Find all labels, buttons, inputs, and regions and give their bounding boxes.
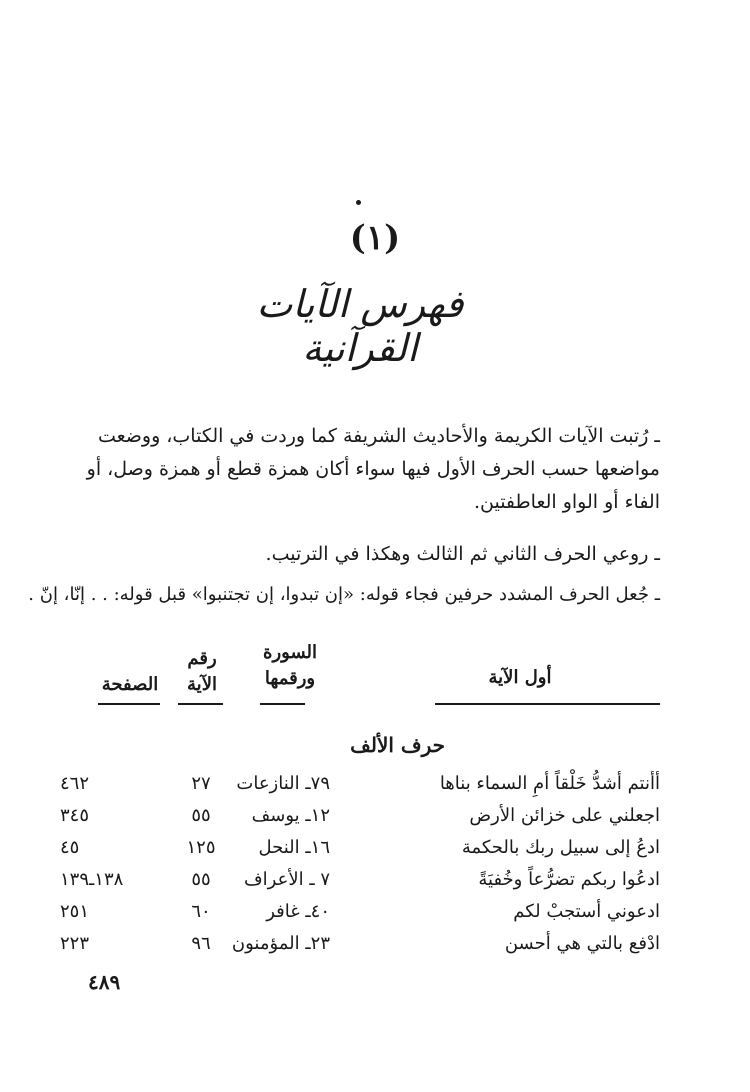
row-page: ٢٥١: [60, 901, 90, 922]
row-page: ٤٥: [60, 837, 80, 858]
table-row: [0, 933, 750, 965]
table-row: [0, 901, 750, 933]
row-page: ٣٤٥: [60, 805, 90, 826]
row-number: ٥٥: [191, 805, 211, 826]
row-page: ٤٦٢: [60, 773, 90, 794]
header-ayah-rule: [435, 703, 660, 705]
row-surah: ٧٩ـ النازعات: [236, 773, 330, 794]
intro-paragraph-2: ـ روعي الحرف الثاني ثم الثالث وهكذا في الترتيب.: [265, 543, 660, 565]
row-surah: ١٦ـ النحل: [258, 837, 330, 858]
row-ayah: ادعُ إلى سبيل ربك بالحكمة: [461, 837, 660, 858]
row-number: ١٢٥: [186, 837, 216, 858]
table-row: [0, 837, 750, 869]
header-page-rule: [98, 703, 160, 705]
chapter-number: (١): [349, 218, 401, 258]
table-row: [0, 805, 750, 837]
row-ayah: ادعُوا ربكم تضرُّعاً وخُفيَةً: [478, 869, 660, 890]
intro-paragraph-3: ـ جُعل الحرف المشدد حرفين فجاء قوله: «إن تبدوا، إن تجتنبوا» قبل قوله: . . إنّا، إنّ .: [28, 584, 660, 605]
intro-paragraph-1: ـ رُتبت الآيات الكريمة والأحاديث الشريفة كما وردت في الكتاب، ووضعت مواضعها حسب الحرف الأول فيها سواء أكان همزة قطع أو همزة وصل، أو الفاء أو الواو العاطفتين.: [86, 425, 660, 513]
header-number-rule: [178, 703, 223, 705]
row-page: ١٣٨ـ١٣٩: [60, 869, 124, 890]
row-ayah: أأنتم أشدُّ خَلْقاً أمِ السماء بناها: [439, 773, 660, 794]
section-heading: حرف الألف: [350, 733, 445, 757]
row-number: ٢٧: [191, 773, 211, 794]
row-ayah: اجعلني على خزائن الأرض: [469, 805, 660, 826]
row-ayah: ادعوني أستجبْ لكم: [513, 901, 660, 922]
header-page: الصفحة: [101, 674, 159, 695]
page-number: ٤٨٩: [88, 970, 121, 994]
row-number: ٥٥: [191, 869, 211, 890]
header-surah: السورة ورقمها: [263, 642, 317, 689]
row-surah: ٧ ـ الأعراف: [244, 869, 330, 890]
row-surah: ١٢ـ يوسف: [251, 805, 330, 826]
header-number: رقم الآية: [187, 648, 217, 695]
page-title: فهرس الآيات القرآنية: [256, 282, 464, 370]
header-ayah: أول الآية: [488, 667, 552, 688]
decorative-dot: [356, 200, 361, 205]
header-surah-rule: [260, 703, 305, 705]
row-page: ٢٢٣: [60, 933, 90, 954]
row-surah: ٢٣ـ المؤمنون: [231, 933, 330, 954]
table-row: [0, 773, 750, 805]
row-number: ٩٦: [191, 933, 211, 954]
row-ayah: ادْفع بالتي هي أحسن: [504, 933, 660, 954]
row-surah: ٤٠ـ غافر: [266, 901, 330, 922]
table-row: [0, 869, 750, 901]
row-number: ٦٠: [191, 901, 211, 922]
